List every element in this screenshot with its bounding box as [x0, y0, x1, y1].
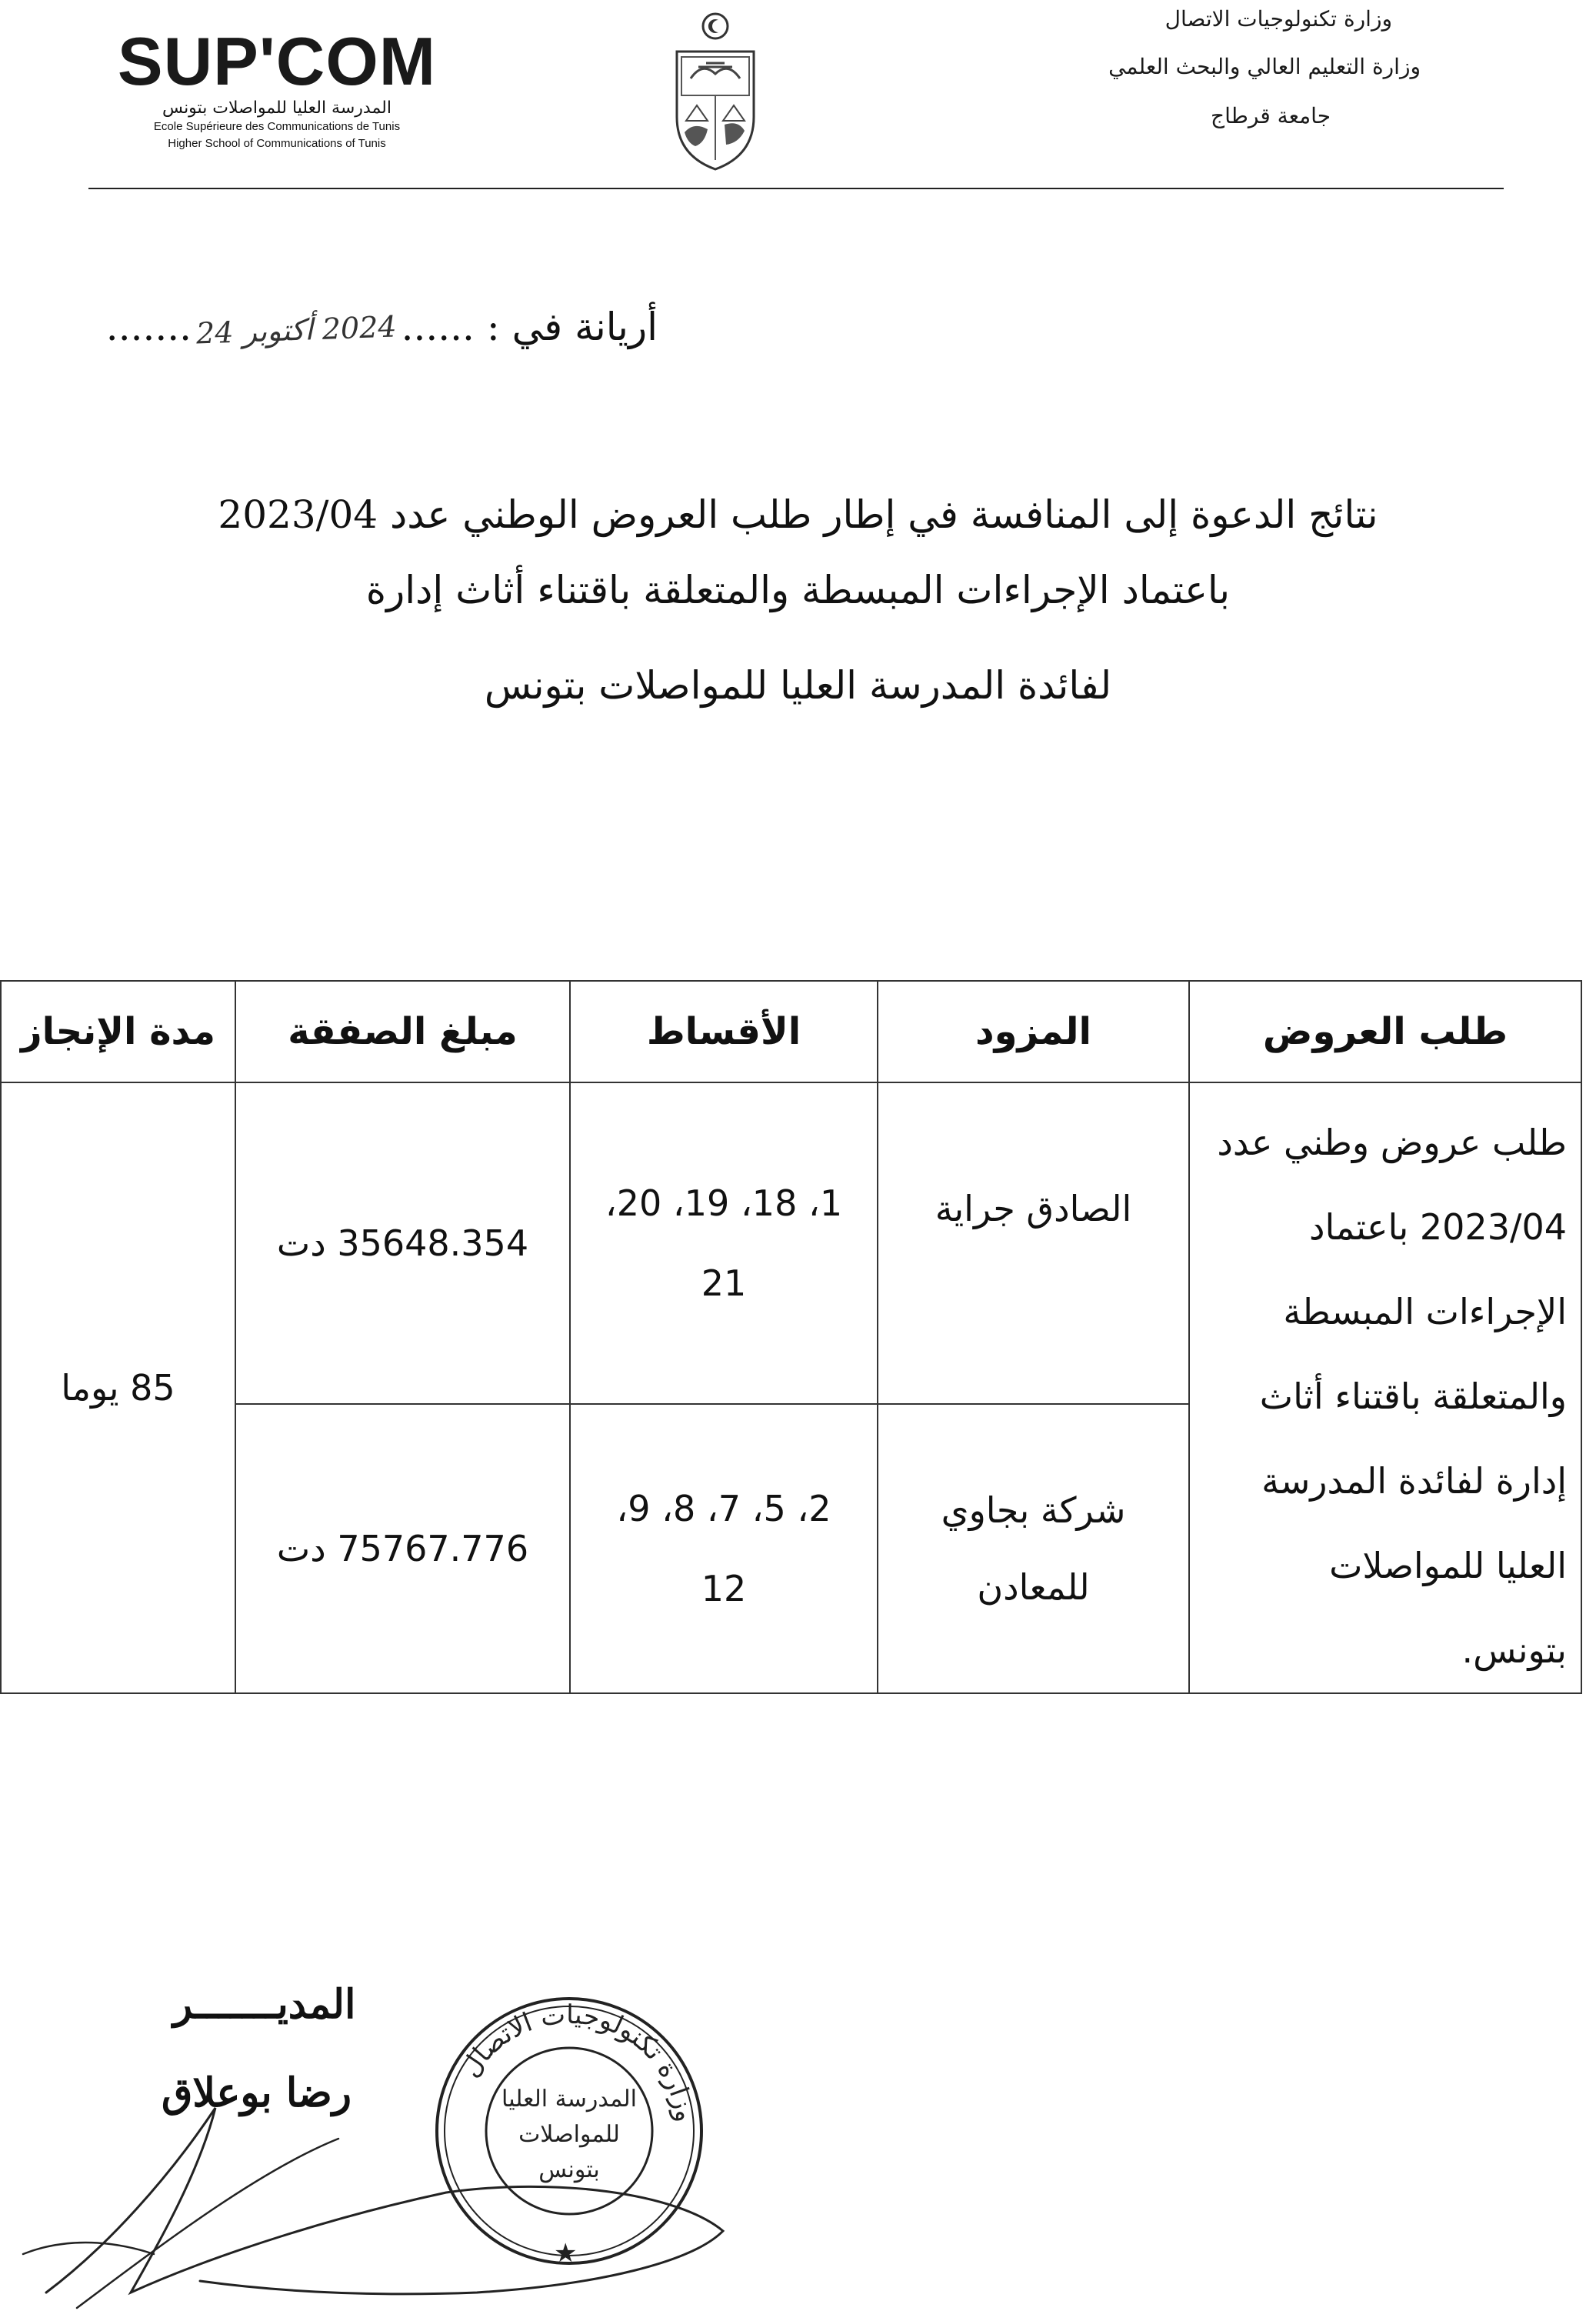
tender-cell — [1189, 1082, 1581, 1693]
stamp-star-icon: ★ — [554, 2238, 578, 2269]
lots-cell — [570, 1082, 878, 1404]
dotted-leader: ....... — [105, 305, 192, 349]
stamp-inner-line: للمواصلات — [518, 2121, 620, 2148]
place-label: أريانة في : — [486, 305, 658, 349]
supplier-line: للمعادن — [977, 1566, 1090, 1609]
amount-cell: 75767.776 دت — [235, 1404, 570, 1693]
tender-line: طلب عروض وطني عدد — [1217, 1122, 1567, 1163]
results-table — [0, 980, 1582, 1694]
table-header-row — [1, 981, 1581, 1082]
logo-subtitle-fr: Ecole Supérieure des Communications de Tunis — [153, 120, 401, 133]
table-row — [1, 1082, 1581, 1404]
supplier-line: شركة بجاوي — [941, 1489, 1126, 1532]
supplier-cell — [878, 1082, 1189, 1404]
header-tender: طلب العروض — [1189, 981, 1581, 1082]
tender-line: 2023/04 باعتماد — [1309, 1206, 1567, 1248]
document-title-line-3: لفائدة المدرسة العليا للمواصلات بتونس — [484, 663, 1112, 708]
logo-subtitle-en: Higher School of Communications of Tunis — [168, 137, 386, 150]
ministry-line-1: وزارة تكنولوجيات الاتصال — [1165, 6, 1392, 32]
stamp-inner-line: بتونس — [538, 2156, 600, 2183]
supcom-logo — [108, 23, 461, 154]
amount-cell: 35648.354 دت — [235, 1082, 570, 1404]
director-name: رضا بوعلاق — [162, 2069, 352, 2116]
director-title: المديـــــــر — [173, 1981, 356, 2028]
header-amount: مبلغ الصفقة — [235, 981, 570, 1082]
handwritten-signature — [15, 2062, 754, 2316]
logo-subtitle-ar: المدرسة العليا للمواصلات بتونس — [162, 98, 392, 118]
lots-line: 2، 5، 7، 8، 9، 12 — [616, 1488, 831, 1610]
tender-line: إدارة لفائدة المدرسة — [1261, 1460, 1567, 1502]
tender-line: العليا للمواصلات — [1329, 1545, 1567, 1586]
supplier-cell — [878, 1404, 1189, 1693]
stamp-inner-line: المدرسة العليا — [501, 2086, 637, 2113]
logo-wordmark: SUP'COM — [117, 23, 437, 99]
tender-line: الإجراءات المبسطة — [1283, 1291, 1567, 1332]
header-duration: مدة الإنجاز — [1, 981, 235, 1082]
ministry-line-2: وزارة التعليم العالي والبحث العلمي — [1108, 54, 1421, 79]
duration-cell: 85 يوما — [1, 1082, 235, 1693]
header-lots: الأقساط — [570, 981, 878, 1082]
stamp-ring-text: وزارة تكنولوجيات الاتصال — [455, 1999, 701, 2124]
supplier-line: الصادق جراية — [935, 1188, 1132, 1230]
handwritten-date: 2024 أكتوبر 24 — [195, 309, 398, 351]
tunisia-coat-of-arms-icon — [668, 9, 763, 172]
document-title-line-2: باعتماد الإجراءات المبسطة والمتعلقة باقتناء أثاث إدارة — [365, 568, 1231, 612]
lots-line: 21 — [701, 1262, 747, 1305]
lots-line: 1، 18، 19، 20، — [605, 1182, 843, 1225]
header-supplier: المزود — [878, 981, 1189, 1082]
university-line: جامعة قرطاج — [1211, 103, 1331, 128]
header-divider — [88, 188, 1504, 189]
place-date — [106, 296, 658, 361]
lots-cell — [570, 1404, 878, 1693]
tender-line: بتونس. — [1461, 1629, 1567, 1671]
document-title-line-1: نتائج الدعوة إلى المنافسة في إطار طلب العروض الوطني عدد 2023/04 — [218, 492, 1378, 537]
dotted-leader: ...... — [401, 305, 475, 349]
tender-line: والمتعلقة باقتناء أثاث — [1259, 1376, 1567, 1417]
